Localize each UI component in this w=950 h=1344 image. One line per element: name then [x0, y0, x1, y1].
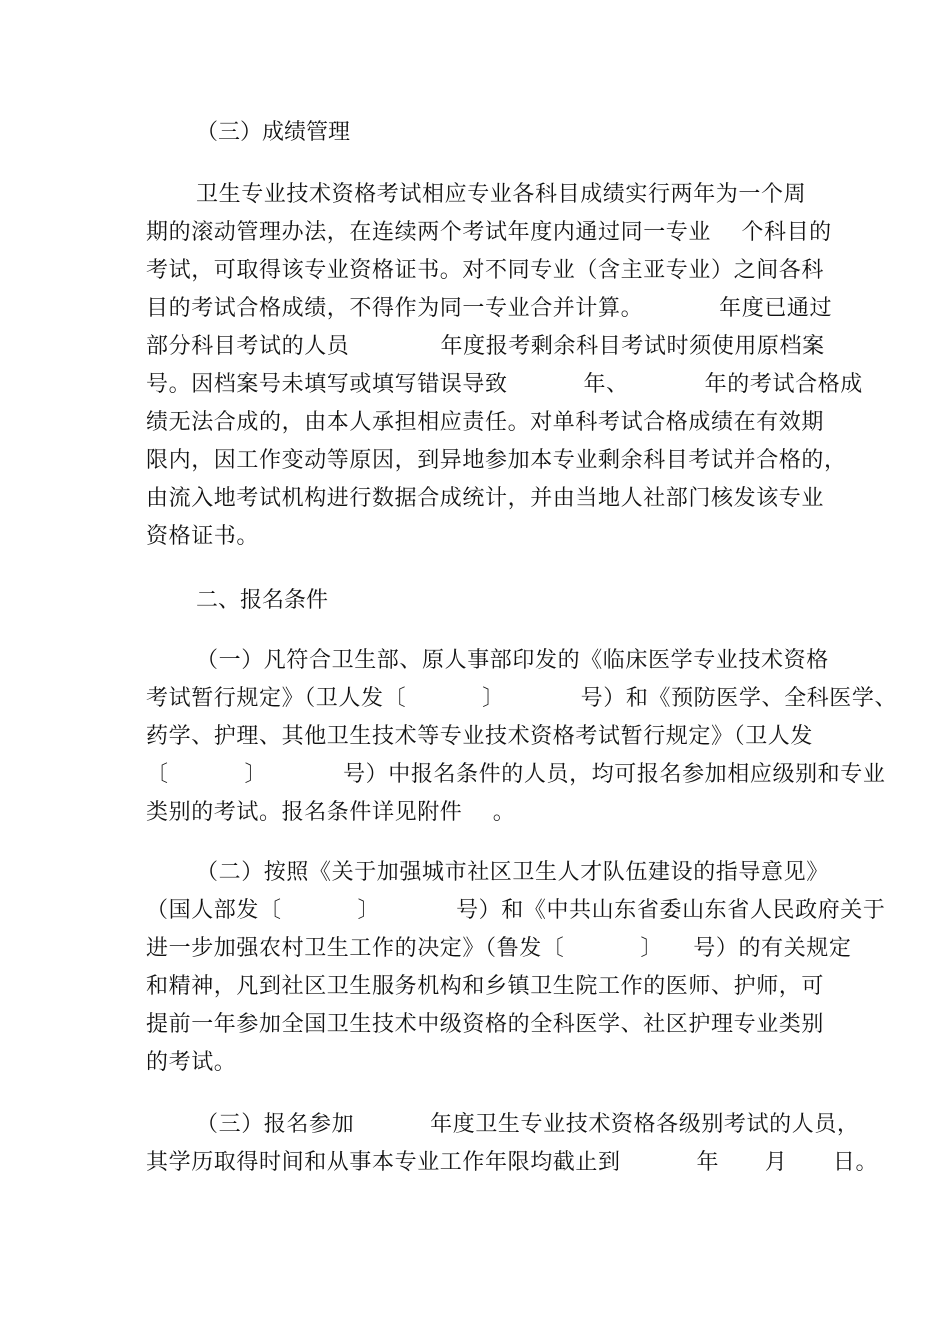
section-heading-score-management: （三）成绩管理	[196, 120, 351, 145]
text-line: 和精神，凡到社区卫生服务机构和乡镇卫生院工作的医师、护师，可	[146, 974, 825, 999]
text-line: 考试暂行规定》（卫人发〔 〕 号）和《预防医学、全科医学、	[146, 686, 898, 711]
text-line: 部分科目考试的人员 年度报考剩余科目考试时须使用原档案	[146, 334, 825, 359]
text-line: （一）凡符合卫生部、原人事部印发的《临床医学专业技术资格	[196, 648, 829, 673]
text-line: 进一步加强农村卫生工作的决定》（鲁发〔 〕 号）的有关规定	[146, 936, 852, 961]
text-line: 期的滚动管理办法，在连续两个考试年度内通过同一专业 个科目的	[146, 220, 832, 245]
text-line: 〔 〕 号）中报名条件的人员，均可报名参加相应级别和专业	[146, 762, 886, 787]
text-line: 卫生专业技术资格考试相应专业各科目成绩实行两年为一个周	[196, 182, 807, 207]
section-heading-registration-conditions: 二、报名条件	[196, 588, 329, 613]
text-line: 药学、护理、其他卫生技术等专业技术资格考试暂行规定》（卫人发	[146, 724, 814, 749]
text-line: 其学历取得时间和从事本专业工作年限均截止到 年 月 日。	[146, 1150, 879, 1175]
text-line: （三）报名参加 年度卫生专业技术资格各级别考试的人员，	[196, 1112, 860, 1137]
text-line: 资格证书。	[146, 524, 260, 549]
text-line: 提前一年参加全国卫生技术中级资格的全科医学、社区护理专业类别	[146, 1012, 825, 1037]
text-line: 的考试。	[146, 1050, 237, 1075]
text-line: 绩无法合成的，由本人承担相应责任。对单科考试合格成绩在有效期	[146, 410, 825, 435]
text-line: （二）按照《关于加强城市社区卫生人才队伍建设的指导意见》	[196, 860, 829, 885]
text-line: 号。因档案号未填写或填写错误导致 年、 年的考试合格成	[146, 372, 863, 397]
text-line: 由流入地考试机构进行数据合成统计，并由当地人社部门核发该专业	[146, 486, 825, 511]
text-line: （国人部发〔 〕 号）和《中共山东省委山东省人民政府关于	[146, 898, 886, 923]
text-line: 限内，因工作变动等原因，到异地参加本专业剩余科目考试并合格的，	[146, 448, 847, 473]
text-line: 类别的考试。报名条件详见附件 。	[146, 800, 516, 825]
text-line: 目的考试合格成绩，不得作为同一专业合并计算。 年度已通过	[146, 296, 833, 321]
text-line: 考试，可取得该专业资格证书。对不同专业（含主亚专业）之间各科	[146, 258, 825, 283]
